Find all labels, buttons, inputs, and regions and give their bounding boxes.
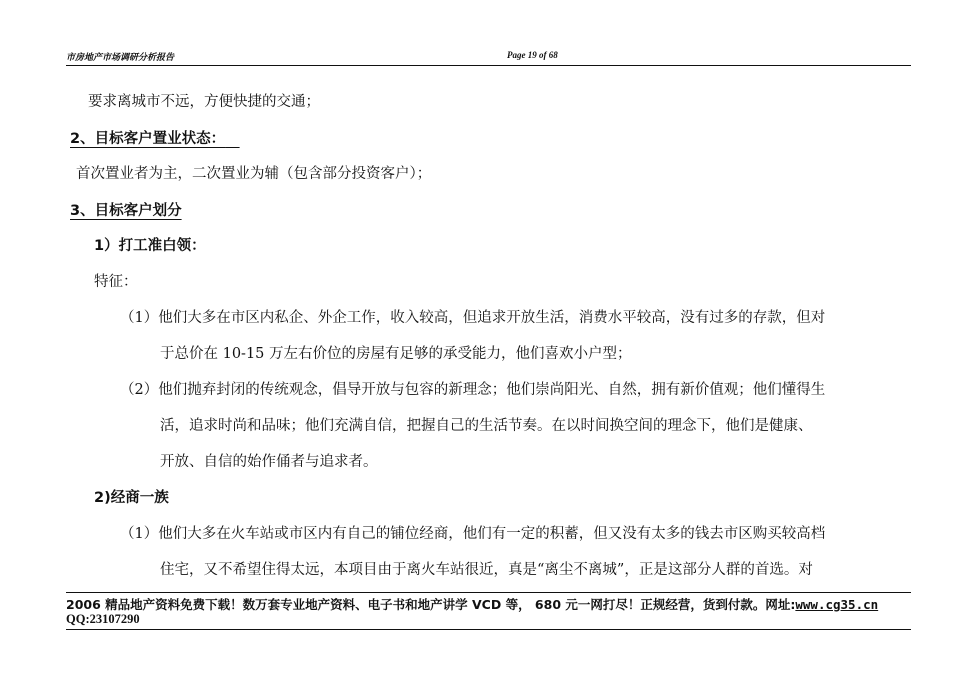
feature-label: 特征： — [94, 274, 138, 290]
header-title: 市房地产市场调研分析报告 — [66, 53, 175, 63]
footer-rule-top — [66, 592, 911, 593]
footer-qq: QQ:23107290 — [66, 612, 140, 626]
subheading-1: 1）打工准白领： — [94, 238, 206, 254]
footer-ad: 2006 精品地产资料免费下载！数万套专业地产资料、电子书和地产讲学 VCD 等， 680 元一网打尽！正规经营，货到付款。网址:www.cg35.cn — [66, 597, 879, 612]
paragraph-1-line-2: 于总价在 10-15 万左右价位的房屋有足够的承受能力，他们喜欢小户型； — [160, 346, 632, 362]
footer-link[interactable]: www.cg35.cn — [795, 597, 879, 612]
paragraph-1-line-1: （1）他们大多在市区内私企、外企工作，收入较高，但追求开放生活，消费水平较高，没有过多的存款，但对 — [120, 310, 826, 326]
paragraph-2-line-1: （2）他们抛弃封闭的传统观念，倡导开放与包容的新理念；他们崇尚阳光、自然，拥有新价值观；他们懂得生 — [120, 382, 826, 398]
subheading-2: 2)经商一族 — [94, 490, 169, 506]
paragraph-3-line-1: （1）他们大多在火车站或市区内有自己的铺位经商，他们有一定的积蓄，但又没有太多的钱去市区购买较高档 — [120, 526, 826, 542]
paragraph-2-line-3: 开放、自信的始作俑者与追求者。 — [160, 454, 378, 470]
paragraph-3-line-2: 住宅，又不希望住得太远，本项目由于离火车站很近，真是“离尘不离城”，正是这部分人群的首选。对 — [160, 562, 813, 578]
footer-rule-bottom — [66, 629, 911, 630]
body-line-1: 要求离城市不远，方便快捷的交通； — [88, 94, 320, 110]
header-rule — [66, 65, 911, 66]
page-number: Page 19 of 68 — [507, 50, 558, 60]
section-heading-3: 3、目标客户划分 — [70, 203, 182, 219]
body-line-3: 首次置业者为主，二次置业为辅（包含部分投资客户）； — [76, 166, 432, 182]
section-heading-2: 2、目标客户置业状态： — [70, 131, 226, 147]
paragraph-2-line-2: 活，追求时尚和品味；他们充满自信，把握自己的生活节奏。在以时间换空间的理念下，他们是健康、 — [160, 418, 813, 434]
